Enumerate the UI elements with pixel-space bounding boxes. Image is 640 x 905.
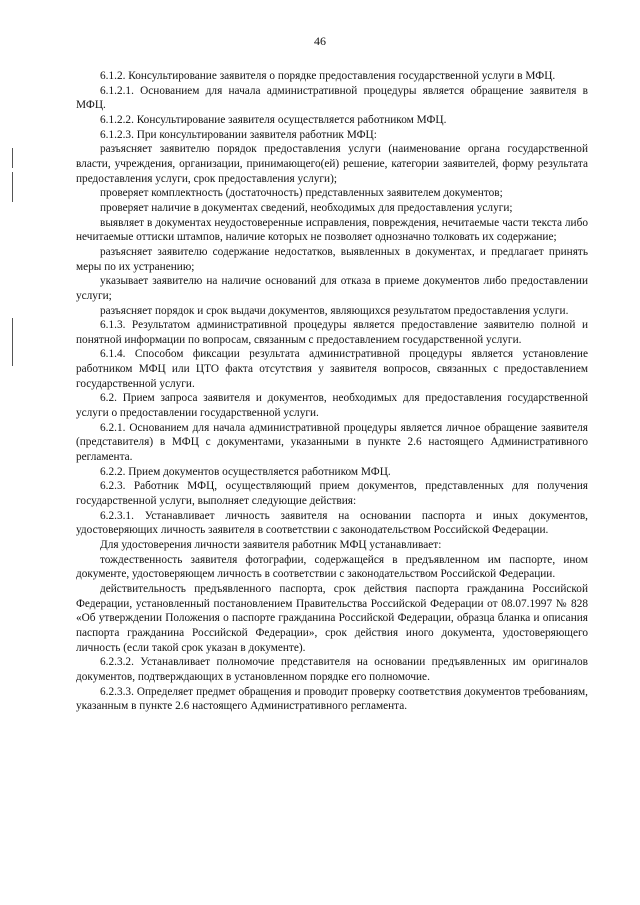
paragraph: 6.2.2. Прием документов осуществляется работником МФЦ. [100,465,391,478]
paragraph: 6.2.1. Основанием для начала административной процедуры является личное обращение заявителя (представителя) в МФЦ с документами, указанными в пункте 2.6 настоящего Административного регламента. [76,421,588,464]
paragraph: 6.1.2.3. При консультировании заявителя работник МФЦ: [100,128,377,141]
margin-mark [12,318,13,366]
paragraph: проверяет наличие в документах сведений, необходимых для предоставления услуги; [100,201,513,214]
paragraph: разъясняет заявителю порядок предоставления услуги (наименование органа государственной власти, учреждения, организации, принимающего(ей) решение, категории заявителей, форму результата предоставления услуги, срок предоставления услуги); [76,143,588,185]
paragraph: 6.1.2.2. Консультирование заявителя осуществляется работником МФЦ. [100,113,447,126]
paragraph: тождественность заявителя фотографии, содержащейся в предъявленном им паспорте, ином документе, удостоверяющем личность в соответствии с законодательством Российской Федерации. [76,553,588,581]
paragraph: выявляет в документах неудостоверенные исправления, повреждения, нечитаемые части текста либо нечитаемые оттиски штампов, наличие которых не позволяет однозначно толковать их содержание; [76,216,588,244]
paragraph: 6.2.3.3. Определяет предмет обращения и проводит проверку соответствия документов требованиям, указанным в пункте 2.6 настоящего Административного регламента. [76,685,588,713]
margin-mark [12,172,13,202]
paragraph: 6.1.2. Консультирование заявителя о порядке предоставления государственной услуги в МФЦ. [100,70,556,82]
page-number: 46 [314,34,326,48]
paragraph: указывает заявителю на наличие оснований для отказа в приеме документов либо предоставлении услуги; [76,275,588,302]
paragraph: Для удостоверения личности заявителя работник МФЦ устанавливает: [100,539,442,551]
paragraph: 6.2. Прием запроса заявителя и документов, необходимых для предоставления государственной услуги о предоставлении государственной услуги. [76,392,588,420]
margin-mark [12,148,13,168]
paragraph: действительность предъявленного паспорта, срок действия паспорта гражданина Российской Федерации, установленный постановлением Правительства Российской Федерации от 08.07.1997 № 828 «Об утверждении Положения о паспорте гражданина Российской Федерации, образца бланка и описания паспорта гражданина Российской Федерации», срок действия иного документа, удостоверяющего личность (если такой срок указан в документе). [76,582,588,654]
paragraph: 6.2.3.2. Устанавливает полномочие представителя на основании предъявленных им оригиналов документов, подтверждающих в установленном порядке его полномочие. [76,656,588,683]
paragraph: 6.1.4. Способом фиксации результата административной процедуры является установление работником МФЦ или ЦТО факта отсутствия у заявителя вопросов, связанных с предоставлением государственной услуги. [76,348,588,390]
paragraph: разъясняет порядок и срок выдачи документов, являющихся результатом предоставления услуги. [100,304,569,317]
paragraph: 6.1.3. Результатом административной процедуры является предоставление заявителю полной и понятной информации по вопросам, связанным с предоставлением государственной услуги. [76,319,588,346]
paragraph: 6.1.2.1. Основанием для начала административной процедуры является обращение заявителя в МФЦ. [76,84,588,112]
paragraph: разъясняет заявителю содержание недостатков, выявленных в документах, и предлагает принять меры по их устранению; [76,245,588,273]
paragraph: проверяет комплектность (достаточность) представленных заявителем документов; [100,187,503,200]
paragraph: 6.2.3. Работник МФЦ, осуществляющий прием документов, представленных для получения государственной услуги, выполняет следующие действия: [76,480,588,508]
document-body [76,69,588,714]
paragraph: 6.2.3.1. Устанавливает личность заявителя на основании паспорта и иных документов, удостоверяющих личность заявителя в соответствии с законодательством Российской Федерации. [76,509,588,537]
